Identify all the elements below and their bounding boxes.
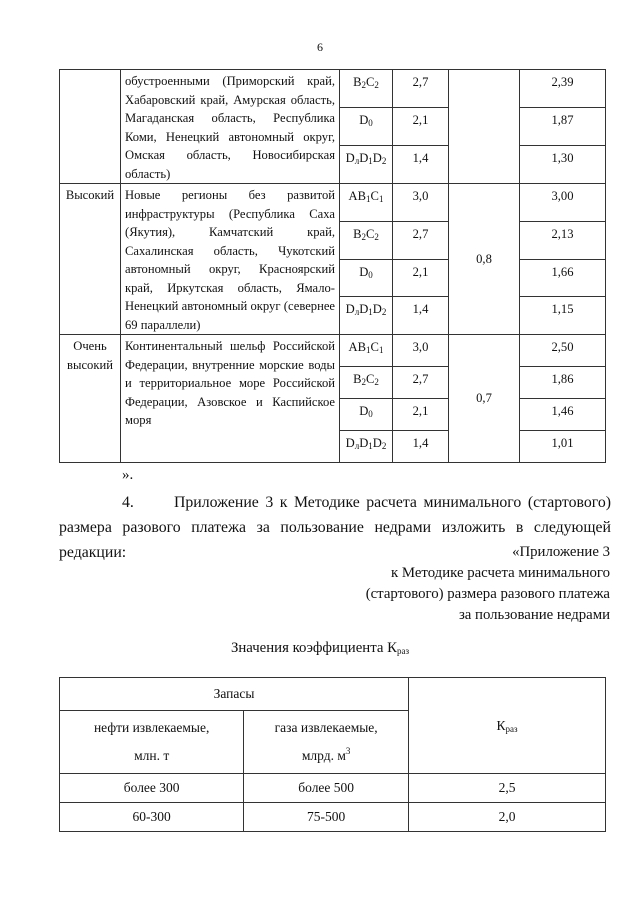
result-value-cell: 2,50 (520, 335, 606, 367)
result-value-cell: 1,87 (520, 108, 606, 146)
k-raz-table (59, 677, 606, 832)
table-cell: более 500 (244, 774, 409, 803)
item-text: Приложение 3 к Методике расчета минимального (стартового) размера разового платежа за пользование недрами изложить в следующей редакции: (59, 494, 611, 561)
appendix-line: «Приложение 3 (512, 544, 610, 560)
k1-value-cell: 2,7 (393, 70, 449, 108)
k1-value-cell: 2,7 (393, 221, 449, 259)
reserve-class-cell: $D_лD_1D_2$ (340, 297, 393, 335)
gas-header: газа извлекаемые, млрд. $м^3$ (244, 711, 409, 774)
result-value-cell: 1,15 (520, 297, 606, 335)
k2-value-cell (449, 70, 520, 184)
k2-value-cell: 0,7 (449, 335, 520, 463)
reserve-class-cell: $D_0$ (340, 108, 393, 146)
category-cell: Очень высокий (60, 335, 121, 463)
k1-value-cell: 2,1 (393, 259, 449, 297)
result-value-cell: 1,86 (520, 367, 606, 399)
k1-value-cell: 3,0 (393, 184, 449, 222)
appendix-line: к Методике расчета минимального (391, 565, 610, 581)
result-value-cell: 2,13 (520, 221, 606, 259)
region-description-cell: Новые регионы без развитой инфраструктуры (Республика Саха (Якутия), Камчатский край, Сахалинская область, Чукотский автономный округ, Красноярский край, Иркутская область, Ямало-Ненецкий автономный округ (севернее 69 параллели) (121, 184, 340, 335)
k1-value-cell: 3,0 (393, 335, 449, 367)
result-value-cell: 3,00 (520, 184, 606, 222)
k-raz-header: $К_{раз}$ (409, 678, 606, 774)
table2-title: Значения коэффициента $К_{раз}$ (230, 640, 410, 656)
table-row (60, 70, 606, 108)
category-cell (60, 70, 121, 184)
region-description-cell: Континентальный шельф Российской Федерации, внутренние морские воды и территориальное море Российской Федерации, Азовское и Каспийское моря (121, 335, 340, 463)
k1-value-cell: 1,4 (393, 146, 449, 184)
result-value-cell: 2,39 (520, 70, 606, 108)
table-row (60, 335, 606, 367)
result-value-cell: 1,30 (520, 146, 606, 184)
category-cell: Высокий (60, 184, 121, 335)
reserve-class-cell: $B_2C_2$ (340, 70, 393, 108)
reserve-class-cell: $B_2C_2$ (340, 221, 393, 259)
table-cell: 2,5 (409, 774, 606, 803)
table-cell: более 300 (60, 774, 244, 803)
reserve-class-cell: $D_0$ (340, 399, 393, 431)
reserves-header: Запасы (60, 678, 409, 711)
table-row (60, 184, 606, 222)
reserve-class-cell: $D_0$ (340, 259, 393, 297)
reserve-class-cell: $AB_1C_1$ (340, 184, 393, 222)
result-value-cell: 1,01 (520, 431, 606, 463)
reserve-class-cell: $D_лD_1D_2$ (340, 431, 393, 463)
oil-header: нефти извлекаемые, млн. т (60, 711, 244, 774)
k1-value-cell: 2,1 (393, 108, 449, 146)
result-value-cell: 1,66 (520, 259, 606, 297)
appendix-line: за пользование недрами (458, 607, 610, 623)
reserve-class-cell: $B_2C_2$ (340, 367, 393, 399)
reserve-class-cell: $AB_1C_1$ (340, 335, 393, 367)
appendix-line: (стартового) размера разового платежа (365, 586, 610, 602)
closing-quote: ». (122, 467, 134, 483)
reserve-class-cell: $D_лD_1D_2$ (340, 146, 393, 184)
k1-value-cell: 2,1 (393, 399, 449, 431)
k2-value-cell: 0,8 (449, 184, 520, 335)
result-value-cell: 1,46 (520, 399, 606, 431)
item-number: 4. (122, 494, 134, 511)
table-cell: 75-500 (244, 803, 409, 832)
coefficient-table-continuation (59, 69, 606, 463)
page-number: 6 (317, 40, 323, 54)
k1-value-cell: 1,4 (393, 431, 449, 463)
table-cell: 2,0 (409, 803, 606, 832)
region-description-cell: обустроенными (Приморский край, Хабаровский край, Амурская область, Магаданская область, Республика Коми, Ненецкий автономный округ, Омская область, Новосибирская область) (121, 70, 340, 184)
appendix-header (366, 542, 610, 626)
k1-value-cell: 1,4 (393, 297, 449, 335)
k1-value-cell: 2,7 (393, 367, 449, 399)
table-cell: 60-300 (60, 803, 244, 832)
